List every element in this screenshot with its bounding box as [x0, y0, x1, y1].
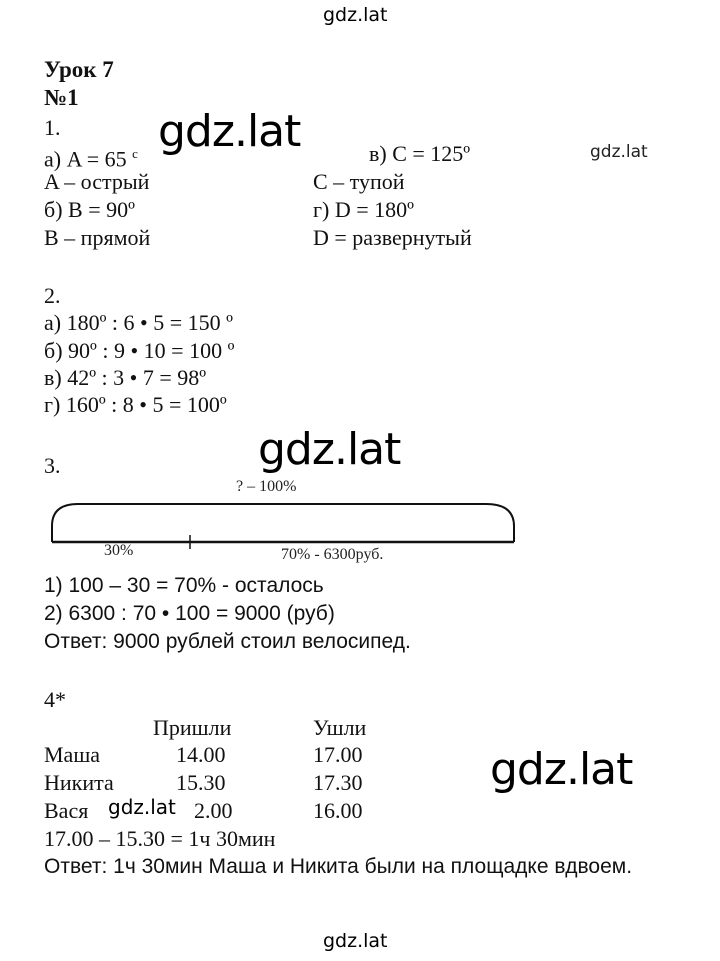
task1-b-type: B – прямой: [44, 225, 151, 250]
task3-line-2: 2) 6300 : 70 • 100 = 9000 (руб): [44, 602, 335, 625]
watermark-small-right: gdz.lat: [590, 142, 648, 162]
task1-g: г) D = 180º: [313, 197, 414, 222]
task1-a-type: A – острый: [44, 169, 150, 194]
task2-label: 2.: [44, 283, 61, 308]
diagram-left-label: 30%: [104, 542, 134, 559]
lesson-title: Урок 7: [44, 57, 114, 82]
task4-answer: Ответ: 1ч 30мин Маша и Никита были на площадке вдвоем.: [44, 855, 633, 878]
task1-label: 1.: [44, 115, 61, 140]
task4-header-left: Ушли: [313, 715, 367, 740]
task4-row-came: 15.30: [176, 770, 226, 795]
task4-row-left: 17.00: [313, 742, 363, 767]
task2-line-v: в) 42º : 3 • 7 = 98º: [44, 365, 207, 390]
task1-a-degree: с: [132, 146, 138, 161]
task1-a-text: а) A = 65: [44, 146, 133, 172]
task4-row-left: 17.30: [313, 770, 363, 795]
task2-line-a: а) 180º : 6 • 5 = 150 º: [44, 310, 233, 335]
watermark-small-inline: gdz.lat: [108, 795, 176, 819]
task3-line-1: 1) 100 – 30 = 70% - осталось: [44, 574, 324, 597]
task4-row-left: 16.00: [313, 798, 363, 823]
task1-c-type: C – тупой: [313, 169, 405, 194]
task3-label: 3.: [44, 453, 61, 478]
diagram-top-label: ? – 100%: [236, 478, 297, 495]
task4-calc: 17.00 – 15.30 = 1ч 30мин: [44, 826, 276, 851]
task4-row-name: Вася: [44, 798, 89, 823]
watermark-top: gdz.lat: [323, 4, 388, 26]
task3-answer: Ответ: 9000 рублей стоил велосипед.: [44, 630, 411, 653]
task2-line-b: б) 90º : 9 • 10 = 100 º: [44, 338, 235, 363]
diagram-right-label: 70% - 6300руб.: [281, 546, 384, 563]
diagram-brace: [52, 504, 514, 542]
watermark-big-3: gdz.lat: [490, 744, 633, 795]
task1-d-type: D = развернутый: [313, 225, 472, 250]
watermark-big-2: gdz.lat: [258, 424, 401, 475]
task2-line-g: г) 160º : 8 • 5 = 100º: [44, 392, 227, 417]
task4-row-came: 14.00: [176, 742, 226, 767]
task4-row-came: 2.00: [194, 798, 233, 823]
watermark-big-1: gdz.lat: [158, 106, 301, 157]
task4-row-name: Маша: [44, 742, 101, 767]
task4-label: 4*: [44, 687, 66, 712]
task4-header-came: Пришли: [153, 715, 232, 740]
task4-row-name: Никита: [44, 770, 114, 795]
task1-v: в) C = 125º: [369, 141, 471, 166]
watermark-bottom: gdz.lat: [323, 930, 388, 952]
exercise-number: №1: [44, 85, 79, 110]
task1-b: б) B = 90º: [44, 197, 135, 222]
